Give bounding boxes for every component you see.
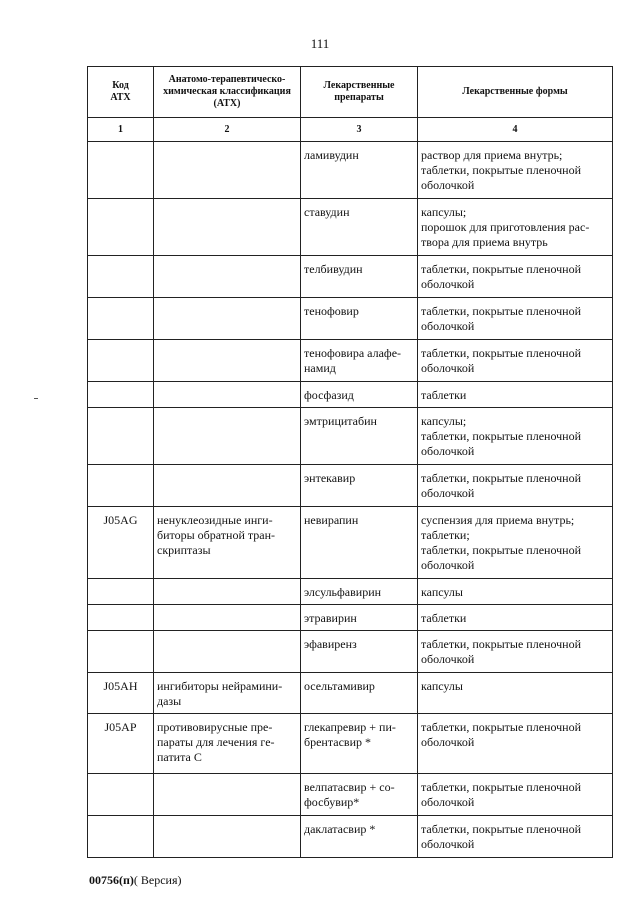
atx-classification-cell [154,340,301,382]
dosage-forms-cell: капсулы; таблетки, покрытые пленочной оболочкой [418,408,613,465]
drug-name-cell: ламивудин [301,142,418,199]
table-row [88,774,613,816]
table-row [88,605,613,631]
atx-code-cell: J05AP [88,714,154,774]
header-drugs: Лекарственные препараты [301,67,418,118]
atx-code-cell [88,256,154,298]
atx-code-cell [88,340,154,382]
footer-code: 00756(п) [89,873,134,887]
atx-code-cell: J05AH [88,673,154,714]
atx-classification-cell: противовирусные пре- параты для лечения ге- патита С [154,714,301,774]
header-classification: Анатомо-терапевтическо- химическая классификация (АТХ) [154,67,301,118]
table-row [88,465,613,507]
atx-classification-cell [154,199,301,256]
drug-name-cell: даклатасвир * [301,816,418,858]
drug-name-cell: энтекавир [301,465,418,507]
drug-name-cell: этравирин [301,605,418,631]
header-code: Код АТХ [88,67,154,118]
atx-code-cell [88,605,154,631]
atx-code-cell [88,774,154,816]
atx-code-cell [88,382,154,408]
atx-classification-cell [154,142,301,199]
table-row [88,408,613,465]
atx-classification-cell [154,631,301,673]
table-row [88,382,613,408]
drug-name-cell: глекапревир + пи- брентасвир * [301,714,418,774]
dosage-forms-cell: капсулы [418,673,613,714]
atx-code-cell [88,408,154,465]
atx-code-cell [88,816,154,858]
dosage-forms-cell: суспензия для приема внутрь; таблетки; таблетки, покрытые пленочной оболочкой [418,507,613,579]
drug-name-cell: велпатасвир + со- фосбувир* [301,774,418,816]
drug-name-cell: осельтамивир [301,673,418,714]
page-number: 111 [310,36,330,51]
table-row [88,816,613,858]
table-row [88,673,613,714]
drug-name-cell: невирапин [301,507,418,579]
dosage-forms-cell: таблетки, покрытые пленочной оболочкой [418,340,613,382]
table-row [88,507,613,579]
table-body [88,142,613,858]
atx-code-cell [88,579,154,605]
drug-name-cell: ставудин [301,199,418,256]
dosage-forms-cell: капсулы; порошок для приготовления рас- твора для приема внутрь [418,199,613,256]
table-row [88,298,613,340]
table-row [88,256,613,298]
dosage-forms-cell: таблетки, покрытые пленочной оболочкой [418,256,613,298]
atx-classification-cell [154,816,301,858]
column-number: 2 [154,118,301,142]
drug-name-cell: телбивудин [301,256,418,298]
table-row [88,714,613,774]
column-number: 1 [88,118,154,142]
dosage-forms-cell: капсулы [418,579,613,605]
atx-code-cell [88,199,154,256]
dosage-forms-cell: таблетки, покрытые пленочной оболочкой [418,816,613,858]
atx-classification-cell [154,256,301,298]
dosage-forms-cell: таблетки, покрытые пленочной оболочкой [418,714,613,774]
column-number-row [88,118,613,142]
margin-mark [34,398,38,399]
atx-classification-cell [154,579,301,605]
dosage-forms-cell: таблетки [418,382,613,408]
header-row [88,67,613,118]
drug-name-cell: фосфазид [301,382,418,408]
column-number: 3 [301,118,418,142]
atx-code-cell: J05AG [88,507,154,579]
dosage-forms-cell: таблетки, покрытые пленочной оболочкой [418,465,613,507]
drug-name-cell: эмтрицитабин [301,408,418,465]
header-forms: Лекарственные формы [418,67,613,118]
atx-code-cell [88,465,154,507]
atx-classification-cell [154,605,301,631]
column-number: 4 [418,118,613,142]
table-row [88,579,613,605]
atx-classification-cell: ненуклеозидные инги- биторы обратной тран- скриптазы [154,507,301,579]
table-row [88,142,613,199]
dosage-forms-cell: таблетки [418,605,613,631]
atx-classification-cell [154,774,301,816]
atx-code-cell [88,631,154,673]
drug-name-cell: тенофовир [301,298,418,340]
atx-classification-cell [154,382,301,408]
atx-table [87,66,613,858]
dosage-forms-cell: таблетки, покрытые пленочной оболочкой [418,631,613,673]
drug-name-cell: тенофовира алафе- намид [301,340,418,382]
atx-code-cell [88,142,154,199]
atx-code-cell [88,298,154,340]
drug-name-cell: элсульфавирин [301,579,418,605]
table-row [88,340,613,382]
dosage-forms-cell: таблетки, покрытые пленочной оболочкой [418,774,613,816]
atx-classification-cell [154,298,301,340]
table-row [88,199,613,256]
dosage-forms-cell: раствор для приема внутрь; таблетки, покрытые пленочной оболочкой [418,142,613,199]
atx-classification-cell: ингибиторы нейрамини- дазы [154,673,301,714]
atx-classification-cell [154,408,301,465]
drug-name-cell: эфавиренз [301,631,418,673]
footer-suffix: ( Версия) [133,873,182,887]
table-row [88,631,613,673]
footer [89,873,182,888]
dosage-forms-cell: таблетки, покрытые пленочной оболочкой [418,298,613,340]
atx-classification-cell [154,465,301,507]
